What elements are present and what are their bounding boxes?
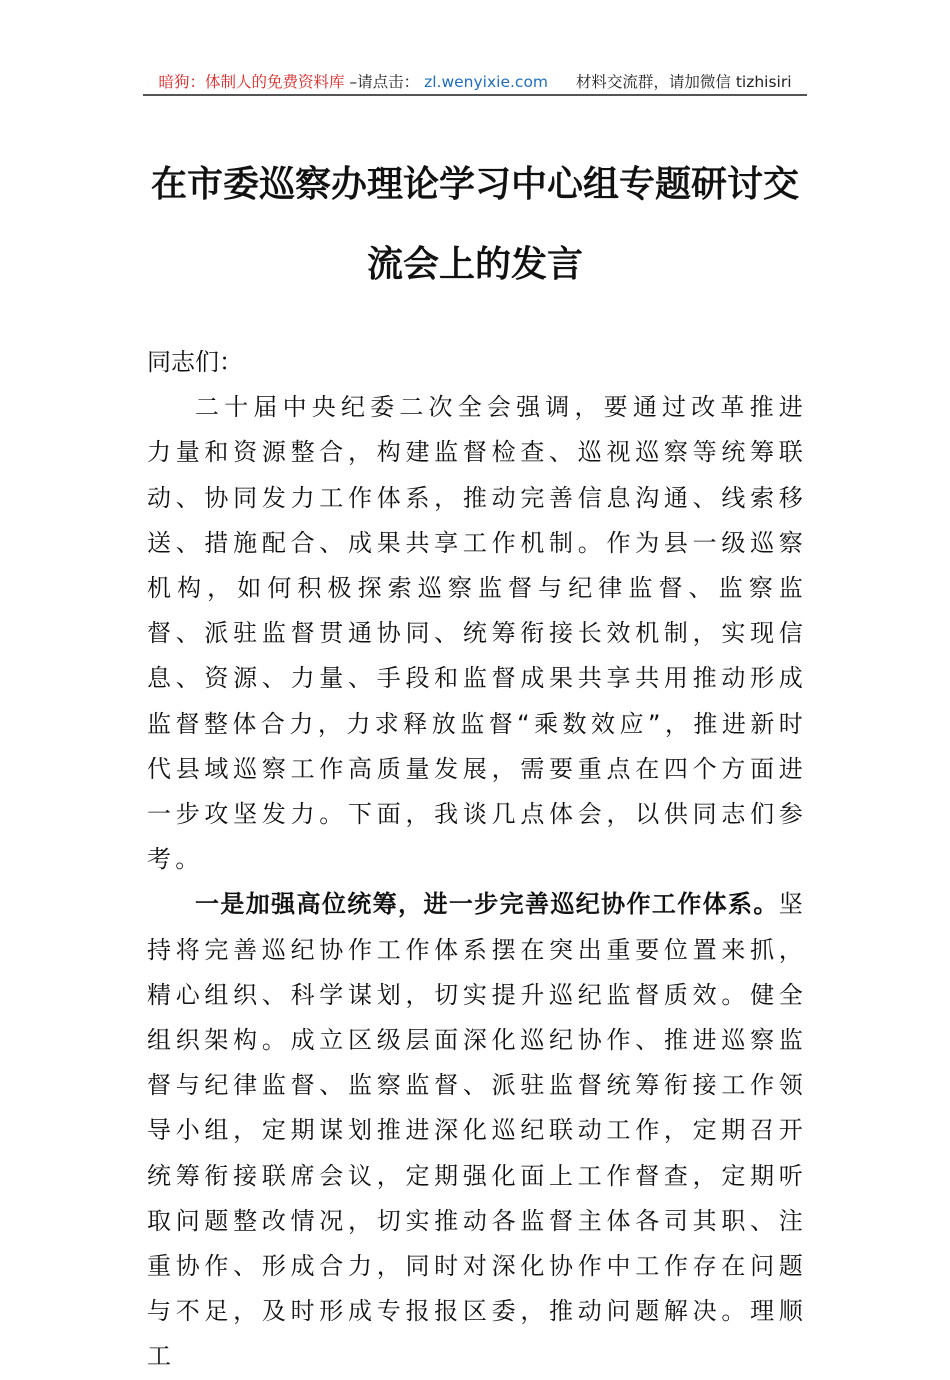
paragraph-point-one bbox=[147, 882, 807, 1379]
document-body bbox=[147, 340, 807, 1380]
page-header-banner bbox=[143, 70, 807, 96]
paragraph-heading: 一是加强高位统筹，进一步完善巡纪协作工作体系。 bbox=[195, 890, 779, 919]
salutation: 同志们： bbox=[147, 348, 243, 376]
brand-text: 暗狗：体制人的免费资料库 bbox=[158, 73, 345, 91]
website-link[interactable]: zl.wenyixie.com bbox=[424, 73, 549, 91]
paragraph-text: 坚持将完善巡纪协作工作体系摆在突出重要位置来抓，精心组织、科学谋划，切实提升巡纪监督质效。健全组织架构。成立区级层面深化巡纪协作、推进巡察监督与纪律监督、监察监督、派驻监督统筹衔接工作领导小组，定期谋划推进深化巡纪联动工作，定期召开统筹衔接联席会议，定期强化面上工作督查，定期听取问题整改情况，切实推动各监督主体各司其职、注重协作、形成合力，同时对深化协作中工作存在问题与不足，及时形成专报报区委，推动问题解决。理顺工 bbox=[147, 890, 807, 1371]
prompt-text: –请点击： bbox=[349, 73, 420, 91]
paragraph-intro: 二十届中央纪委二次全会强调，要通过改革推进力量和资源整合，构建监督检查、巡视巡察等统筹联动、协同发力工作体系，推动完善信息沟通、线索移送、措施配合、成果共享工作机制。作为县一级巡察机构，如何积极探索巡察监督与纪律监督、监察监督、派驻监督贯通协同、统筹衔接长效机制，实现信息、资源、力量、手段和监督成果共享共用推动形成监督整体合力，力求释放监督“乘数效应”，推进新时代县域巡察工作高质量发展，需要重点在四个方面进一步攻坚发力。下面，我谈几点体会，以供同志们参考。 bbox=[147, 393, 807, 874]
contact-text: 材料交流群，请加微信 tizhisiri bbox=[575, 73, 792, 91]
document-title-line-2: 流会上的发言 bbox=[366, 243, 583, 285]
document-title-line-1: 在市委巡察办理论学习中心组专题研讨交 bbox=[150, 163, 799, 205]
